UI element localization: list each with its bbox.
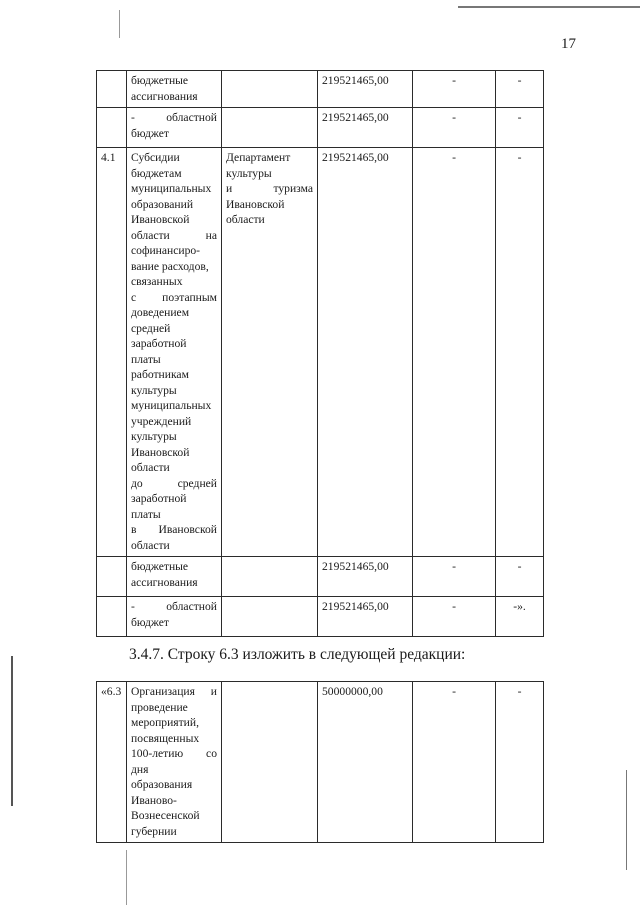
value-cell-5 xyxy=(413,557,496,597)
description-line: губернии xyxy=(131,824,177,838)
description-line: вание расходов, xyxy=(131,259,209,273)
amount-value: 219521465,00 xyxy=(322,600,389,613)
description-line: образований xyxy=(131,197,194,211)
description-line: платы xyxy=(131,352,161,366)
description-line: муниципальных xyxy=(131,399,212,412)
description-line: Вознесенской xyxy=(131,809,200,822)
row-number-cell xyxy=(97,557,127,597)
executor-line: области xyxy=(226,213,265,226)
description-line: до средней xyxy=(131,476,217,490)
amount-value: 50000000,00 xyxy=(322,685,383,698)
description-line: в Ивановской xyxy=(131,523,217,536)
description-line: учреждений xyxy=(131,414,192,428)
budget-table-bottom xyxy=(96,681,544,843)
value-6: - xyxy=(517,560,522,573)
description-line: проведение xyxy=(131,700,188,714)
description-cell xyxy=(127,71,222,108)
value-cell-5 xyxy=(413,682,496,843)
description-line: ассигнования xyxy=(131,89,198,103)
description-line: ассигнования xyxy=(131,575,198,589)
description-line: области xyxy=(131,461,170,474)
description-line: софинансиро- xyxy=(131,244,201,257)
executor-cell xyxy=(222,682,318,843)
executor-line: Ивановской xyxy=(226,197,285,211)
amount-cell xyxy=(318,108,413,148)
table-row xyxy=(97,682,544,843)
value-cell-6 xyxy=(496,597,544,637)
value-6: - xyxy=(517,111,522,124)
row-number-cell xyxy=(97,71,127,108)
description-line: Ивановской xyxy=(131,445,190,459)
table-row xyxy=(97,148,544,557)
value-cell-5 xyxy=(413,597,496,637)
description-line: культуры xyxy=(131,383,177,397)
description-line: бюджет xyxy=(131,615,169,629)
description-line: бюджетные xyxy=(131,560,189,573)
description-cell xyxy=(127,108,222,148)
row-number: 4.1 xyxy=(101,151,116,164)
description-line: - областной xyxy=(131,111,217,124)
description-line: посвященных xyxy=(131,731,200,745)
table-row xyxy=(97,597,544,637)
scan-artifact-top-left-mark xyxy=(119,10,120,38)
description-line: - областной xyxy=(131,600,217,613)
executor-cell xyxy=(222,148,318,557)
description-line: бюджетам xyxy=(131,166,182,180)
value-5: - xyxy=(452,74,456,87)
value-cell-5 xyxy=(413,108,496,148)
description-line: муниципальных xyxy=(131,182,212,195)
description-cell xyxy=(127,682,222,843)
value-cell-6 xyxy=(496,682,544,843)
value-6: - xyxy=(517,74,522,87)
scan-artifact-left-mark xyxy=(11,656,13,806)
value-cell-6 xyxy=(496,108,544,148)
description-line: области на xyxy=(131,228,217,242)
row-number-cell xyxy=(97,108,127,148)
executor-cell xyxy=(222,71,318,108)
description-line: с поэтапным xyxy=(131,290,217,304)
value-5: - xyxy=(452,151,456,164)
value-5: - xyxy=(452,600,456,613)
description-line: 100-летию со xyxy=(131,747,217,760)
description-line: средней xyxy=(131,321,171,335)
amount-cell xyxy=(318,597,413,637)
description-cell xyxy=(127,148,222,557)
executor-line: культуры xyxy=(226,166,272,180)
value-cell-6 xyxy=(496,148,544,557)
description-line: работникам xyxy=(131,368,189,381)
scan-artifact-right-mark xyxy=(626,770,627,870)
description-line: заработной xyxy=(131,337,187,350)
instruction-text: 3.4.7. Строку 6.3 изложить в следующей редакции: xyxy=(129,646,466,663)
value-6: - xyxy=(517,685,522,698)
description-line: Иваново- xyxy=(131,793,177,807)
page-number: 17 xyxy=(561,36,576,52)
row-number-cell xyxy=(97,597,127,637)
row-number-cell xyxy=(97,148,127,557)
description-cell xyxy=(127,557,222,597)
executor-cell xyxy=(222,557,318,597)
scan-artifact-left-mark-2 xyxy=(126,850,127,905)
scan-artifact-top-bar xyxy=(458,6,640,8)
amount-cell xyxy=(318,682,413,843)
table-row xyxy=(97,557,544,597)
description-line: связанных xyxy=(131,275,183,288)
row-number: «6.3 xyxy=(101,685,122,698)
row-number-cell xyxy=(97,682,127,843)
description-line: доведением xyxy=(131,306,190,319)
value-cell-5 xyxy=(413,71,496,108)
value-5: - xyxy=(452,685,456,698)
description-line: Ивановской xyxy=(131,213,190,226)
description-line: области xyxy=(131,538,170,552)
executor-cell xyxy=(222,108,318,148)
amount-value: 219521465,00 xyxy=(322,560,389,573)
description-line: бюджет xyxy=(131,126,169,140)
table-row xyxy=(97,71,544,108)
value-cell-6 xyxy=(496,557,544,597)
description-line: платы xyxy=(131,507,161,521)
amount-cell xyxy=(318,71,413,108)
table-row xyxy=(97,108,544,148)
executor-cell xyxy=(222,597,318,637)
description-line: бюджетные xyxy=(131,74,189,87)
amount-value: 219521465,00 xyxy=(322,111,389,124)
description-line: культуры xyxy=(131,430,177,443)
value-cell-5 xyxy=(413,148,496,557)
description-line: Организация и xyxy=(131,685,217,698)
description-line: заработной xyxy=(131,492,187,505)
value-cell-6 xyxy=(496,71,544,108)
value-5: - xyxy=(452,560,456,573)
amount-cell xyxy=(318,148,413,557)
amount-value: 219521465,00 xyxy=(322,151,389,164)
value-6: - xyxy=(517,151,522,164)
budget-table-top xyxy=(96,70,544,637)
description-line: мероприятий, xyxy=(131,716,199,729)
value-6: -». xyxy=(513,600,526,613)
executor-line: Департамент xyxy=(226,151,291,164)
executor-line: и туризма xyxy=(226,182,313,195)
description-cell xyxy=(127,597,222,637)
amount-cell xyxy=(318,557,413,597)
description-line: Субсидии xyxy=(131,151,180,164)
description-line: дня xyxy=(131,762,149,776)
value-5: - xyxy=(452,111,456,124)
description-line: образования xyxy=(131,778,193,791)
amount-value: 219521465,00 xyxy=(322,74,389,87)
